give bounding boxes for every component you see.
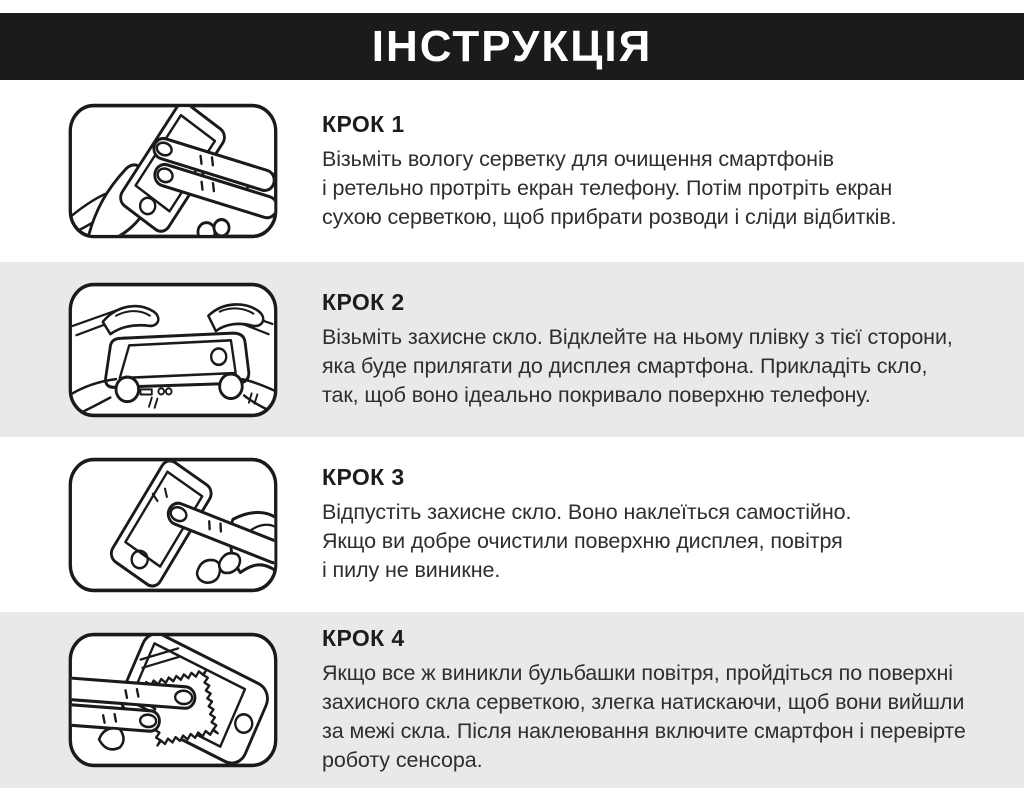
wipe-screen-with-wet-cloth-icon (67, 102, 279, 240)
step2-heading: КРОК 2 (322, 289, 405, 315)
step-row-4 (0, 612, 1024, 788)
step1-line: сухою серветкою, щоб прибрати розводи і сліди відбитків. (322, 204, 897, 229)
step4-line: роботу сенсора. (322, 748, 483, 772)
step1-text (322, 111, 997, 232)
step-row-2 (0, 262, 1024, 437)
step3-text (322, 464, 997, 585)
step4-heading: КРОК 4 (322, 625, 405, 651)
step4-illustration (67, 631, 279, 769)
step3-illustration (67, 456, 279, 594)
step-row-3 (0, 437, 1024, 612)
step4-line: за межі скла. Після наклеювання включите смартфон і перевірте (322, 719, 966, 743)
step4-line: Якщо все ж виникли бульбашки повітря, пройдіться по поверхні (322, 661, 953, 685)
press-glass-with-finger-icon (67, 456, 279, 594)
step2-line: Візьміть захисне скло. Відклейте на ньому плівку з тієї сторони, (322, 325, 953, 349)
step-row-1 (0, 80, 1024, 262)
step4-text (322, 625, 997, 775)
bottom-margin (0, 788, 1024, 800)
step3-line: Якщо ви добре очистили поверхню дисплея, повітря (322, 529, 843, 553)
step3-heading: КРОК 3 (322, 464, 405, 490)
step1-line: і ретельно протріть екран телефону. Потім протріть екран (322, 175, 893, 200)
step2-illustration (67, 281, 279, 419)
title-bar (0, 13, 1024, 80)
step3-line: і пилу не виникне. (322, 558, 501, 582)
hold-glass-over-phone-icon (67, 281, 279, 419)
step2-line: яка буде прилягати до дисплея смартфона. Прикладіть скло, (322, 354, 928, 378)
page-title: ІНСТРУКЦІЯ (371, 21, 653, 71)
step1-line: Візьміть вологу серветку для очищення смартфонів (322, 146, 834, 171)
step2-line: так, щоб воно ідеально покривало поверхню телефону. (322, 383, 871, 407)
step3-line: Відпустіть захисне скло. Воно наклеїться самостійно. (322, 500, 852, 524)
smooth-out-bubbles-with-cloth-icon (67, 631, 279, 769)
step2-text (322, 289, 997, 410)
step4-line: захисного скла серветкою, злегка натискаючи, щоб вони вийшли (322, 690, 965, 714)
step1-illustration (67, 102, 279, 240)
step1-heading: КРОК 1 (322, 110, 405, 137)
